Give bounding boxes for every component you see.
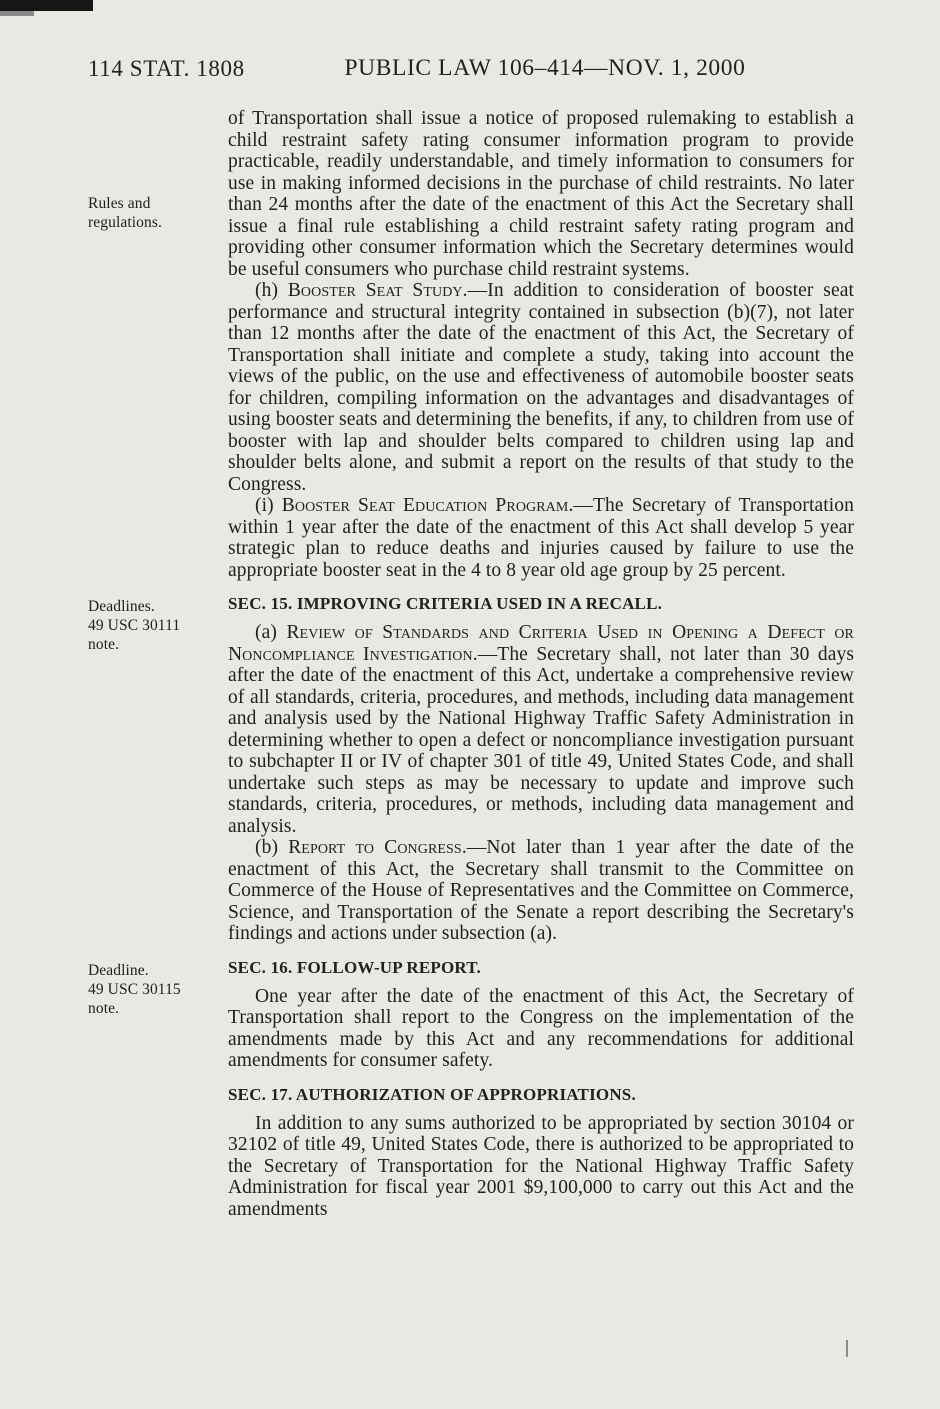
- margin-note-line: note.: [88, 999, 120, 1017]
- body-paragraph: [228, 837, 854, 945]
- margin-note-line: 49 USC 30115: [88, 980, 181, 998]
- text-run: (h): [255, 280, 288, 301]
- margin-note: [88, 194, 222, 232]
- margin-note-line: regulations.: [88, 214, 162, 231]
- body-column: [0, 92, 940, 1220]
- smallcaps-run: Booster Seat Study: [287, 280, 463, 301]
- margin-note-line: Deadline.: [88, 961, 149, 979]
- scan-artifact-tick: [846, 1340, 848, 1357]
- page-number-stat: 114 STAT. 1808: [88, 56, 245, 81]
- margin-note-line: Rules and: [88, 195, 151, 212]
- body-paragraph: [228, 280, 854, 495]
- margin-note-line: note.: [88, 636, 120, 653]
- section-heading-block: [228, 1085, 854, 1105]
- body-paragraph-block: [228, 837, 854, 945]
- section-heading-block: [88, 957, 854, 1017]
- text-run: SEC. 17. AUTHORIZATION OF APPROPRIATIONS.: [228, 1084, 636, 1104]
- body-paragraph-block: [228, 1113, 854, 1221]
- smallcaps-run: Review of Standards and Criteria Used in Opening a Defect or Noncompliance Investigation: [228, 622, 854, 665]
- body-paragraph-block: [228, 280, 854, 495]
- text-run: .—In addition to consideration of booster seat performance and structural integrity contained in subsection (b)(7), not later than 12 months after the date of the enactment of this Act, the Secretary of Transportation shall initiate and complete a study, taking into account the views of the public, on the use and effectiveness of automobile booster seats for children, compiling information on the advantages and disadvantages of using booster seats and determining the benefits, if any, to children from use of booster with lap and shoulder belts compared to children using lap and shoulder belts alone, and submit a report on the results of that study to the Congress.: [228, 280, 854, 495]
- margin-note: [88, 961, 222, 1018]
- body-paragraph: [228, 986, 854, 1072]
- smallcaps-run: Report to Congress: [288, 837, 462, 858]
- text-run: (a): [255, 622, 287, 643]
- margin-note: [88, 597, 222, 654]
- body-paragraph-block: [228, 622, 854, 837]
- body-blocks: [88, 108, 855, 1220]
- section-heading: [228, 1085, 854, 1105]
- body-paragraph-block: [228, 495, 854, 581]
- text-run: SEC. 15. IMPROVING CRITERIA USED IN A RECALL.: [228, 594, 663, 613]
- margin-note-line: 49 USC 30111: [88, 617, 181, 634]
- margin-note-line: Deadlines.: [88, 598, 155, 615]
- body-paragraph: [228, 1113, 854, 1221]
- body-paragraph-block: [88, 108, 854, 280]
- text-run: One year after the date of the enactment of this Act, the Secretary of Transportation shall report to the Congress on the implementation of the amendments made by this Act and any recommendations for additional amendments for consumer safety.: [228, 985, 854, 1071]
- body-paragraph: [228, 108, 854, 280]
- text-run: (b): [255, 837, 289, 858]
- text-run: .—The Secretary shall, not later than 30 days after the date of the enactment of this Act, undertake a comprehensive review of all standards, criteria, procedures, and methods, including data management and analysis used by the National Highway Traffic Safety Administration in determining whether to open a defect or noncompliance investigation pursuant to subchapter II or IV of chapter 301 of title 49, United States Code, and shall undertake such steps as may be necessary to update and improve such standards, criteria, procedures, or methods, including data management and analysis.: [228, 643, 855, 837]
- text-run: (i): [255, 495, 282, 516]
- text-run: .—Not later than 1 year after the date of the enactment of this Act, the Secretary shall transmit to the Committee on Commerce of the House of Representatives and the Committee on Commerce, Science, and Transportation of the Senate a report describing the Secretary's findings and actions under subsection (a).: [228, 837, 855, 944]
- smallcaps-run: Booster Seat Education Program: [281, 495, 569, 516]
- body-paragraph: [228, 495, 854, 581]
- page-header: [0, 0, 940, 92]
- text-run: .—The Secretary of Transportation within 1 year after the date of the enactment of this Act shall develop 5 year strategic plan to reduce deaths and injuries caused by failure to use the appropriate booster seat in the 4 to 8 year old age group by 25 percent.: [228, 495, 854, 581]
- section-heading: [228, 958, 854, 978]
- body-paragraph-block: [228, 986, 854, 1072]
- text-run: SEC. 16. FOLLOW-UP REPORT.: [228, 957, 482, 977]
- text-run: In addition to any sums authorized to be appropriated by section 30104 or 32102 of title 49, United States Code, there is authorized to be appropriated to the Secretary of Transportation for the National Highway Traffic Safety Administration for fiscal year 2001 $9,100,000 to carry out this Act and the amendments: [228, 1112, 854, 1220]
- public-law-title: PUBLIC LAW 106–414—NOV. 1, 2000: [344, 55, 746, 81]
- body-paragraph: [228, 622, 854, 837]
- section-heading: [228, 594, 854, 614]
- text-run: of Transportation shall issue a notice of proposed rulemaking to establish a child restraint safety rating consumer information program to provide practicable, readily understandable, and timely information to consumers for use in making informed decisions in the purchase of child restraints. No later than 24 months after the date of the enactment of this Act the Secretary shall issue a final rule establishing a child restraint safety rating program and providing other consumer information which the Secretary determines would be useful consumers who purchase child restraint systems.: [228, 108, 854, 280]
